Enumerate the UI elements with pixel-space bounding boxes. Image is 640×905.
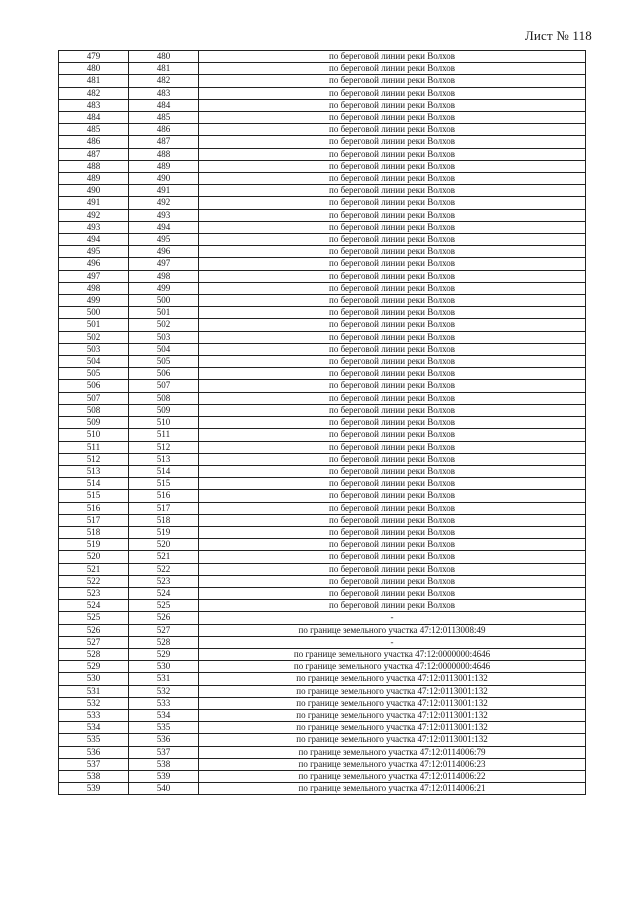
table-row — [59, 661, 586, 673]
point-from-cell: 519 — [59, 539, 129, 551]
description-cell: по береговой линии реки Волхов — [199, 465, 586, 477]
description-cell: по береговой линии реки Волхов — [199, 136, 586, 148]
sheet-number: Лист № 118 — [524, 28, 592, 43]
table-row — [59, 624, 586, 636]
table-row — [59, 673, 586, 685]
description-cell: по береговой линии реки Волхов — [199, 380, 586, 392]
table-row — [59, 502, 586, 514]
point-to-cell: 533 — [129, 697, 199, 709]
description-cell: по береговой линии реки Волхов — [199, 112, 586, 124]
point-from-cell: 520 — [59, 551, 129, 563]
table-row — [59, 185, 586, 197]
description-cell: по береговой линии реки Волхов — [199, 453, 586, 465]
table-row — [59, 514, 586, 526]
table-row — [59, 392, 586, 404]
point-to-cell: 517 — [129, 502, 199, 514]
point-to-cell: 538 — [129, 758, 199, 770]
point-to-cell: 484 — [129, 99, 199, 111]
description-cell: по границе земельного участка 47:12:0114006:79 — [199, 746, 586, 758]
point-to-cell: 489 — [129, 160, 199, 172]
point-to-cell: 493 — [129, 209, 199, 221]
description-cell: по береговой линии реки Волхов — [199, 429, 586, 441]
table-row — [59, 441, 586, 453]
table-row — [59, 709, 586, 721]
description-cell: по береговой линии реки Волхов — [199, 209, 586, 221]
point-to-cell: 532 — [129, 685, 199, 697]
point-to-cell: 508 — [129, 392, 199, 404]
point-from-cell: 506 — [59, 380, 129, 392]
point-from-cell: 531 — [59, 685, 129, 697]
point-to-cell: 497 — [129, 258, 199, 270]
description-cell: по береговой линии реки Волхов — [199, 295, 586, 307]
point-from-cell: 512 — [59, 453, 129, 465]
description-cell: - — [199, 636, 586, 648]
point-from-cell: 482 — [59, 87, 129, 99]
description-cell: по береговой линии реки Волхов — [199, 392, 586, 404]
description-cell: по границе земельного участка 47:12:0113001:132 — [199, 697, 586, 709]
point-to-cell: 510 — [129, 417, 199, 429]
point-from-cell: 496 — [59, 258, 129, 270]
point-to-cell: 503 — [129, 331, 199, 343]
point-to-cell: 492 — [129, 197, 199, 209]
point-from-cell: 525 — [59, 612, 129, 624]
description-cell: по границе земельного участка 47:12:0114006:21 — [199, 783, 586, 795]
description-cell: по границе земельного участка 47:12:0113001:132 — [199, 685, 586, 697]
point-to-cell: 486 — [129, 124, 199, 136]
point-from-cell: 513 — [59, 465, 129, 477]
description-cell: по береговой линии реки Волхов — [199, 221, 586, 233]
point-from-cell: 495 — [59, 246, 129, 258]
table-row — [59, 746, 586, 758]
point-to-cell: 506 — [129, 368, 199, 380]
point-from-cell: 481 — [59, 75, 129, 87]
point-to-cell: 494 — [129, 221, 199, 233]
description-cell: по береговой линии реки Волхов — [199, 356, 586, 368]
point-from-cell: 536 — [59, 746, 129, 758]
point-from-cell: 533 — [59, 709, 129, 721]
point-to-cell: 501 — [129, 307, 199, 319]
table-row — [59, 600, 586, 612]
description-cell: по береговой линии реки Волхов — [199, 502, 586, 514]
description-cell: по береговой линии реки Волхов — [199, 307, 586, 319]
table-row — [59, 295, 586, 307]
description-cell: по береговой линии реки Волхов — [199, 319, 586, 331]
point-to-cell: 520 — [129, 539, 199, 551]
point-from-cell: 480 — [59, 63, 129, 75]
table-row — [59, 368, 586, 380]
description-cell: по границе земельного участка 47:12:0114006:22 — [199, 770, 586, 782]
description-cell: по границе земельного участка 47:12:0113001:132 — [199, 709, 586, 721]
point-from-cell: 497 — [59, 270, 129, 282]
point-from-cell: 490 — [59, 185, 129, 197]
point-to-cell: 529 — [129, 648, 199, 660]
table-row — [59, 99, 586, 111]
point-from-cell: 511 — [59, 441, 129, 453]
description-cell: по береговой линии реки Волхов — [199, 87, 586, 99]
point-to-cell: 487 — [129, 136, 199, 148]
description-cell: по границе земельного участка 47:12:0113001:132 — [199, 734, 586, 746]
description-cell: по береговой линии реки Волхов — [199, 234, 586, 246]
point-to-cell: 481 — [129, 63, 199, 75]
point-from-cell: 503 — [59, 343, 129, 355]
point-from-cell: 505 — [59, 368, 129, 380]
point-from-cell: 514 — [59, 478, 129, 490]
table-row — [59, 685, 586, 697]
description-cell: по береговой линии реки Волхов — [199, 575, 586, 587]
table-row — [59, 148, 586, 160]
point-from-cell: 501 — [59, 319, 129, 331]
table-row — [59, 539, 586, 551]
point-from-cell: 532 — [59, 697, 129, 709]
point-to-cell: 521 — [129, 551, 199, 563]
point-from-cell: 508 — [59, 404, 129, 416]
table-row — [59, 63, 586, 75]
point-from-cell: 538 — [59, 770, 129, 782]
table-row — [59, 75, 586, 87]
table-row — [59, 331, 586, 343]
point-from-cell: 491 — [59, 197, 129, 209]
description-cell: по береговой линии реки Волхов — [199, 404, 586, 416]
description-cell: по береговой линии реки Волхов — [199, 51, 586, 63]
table-row — [59, 722, 586, 734]
description-cell: по береговой линии реки Волхов — [199, 368, 586, 380]
table-row — [59, 124, 586, 136]
table-row — [59, 429, 586, 441]
description-cell: по береговой линии реки Волхов — [199, 246, 586, 258]
description-cell: по границе земельного участка 47:12:0113001:132 — [199, 722, 586, 734]
description-cell: по береговой линии реки Волхов — [199, 417, 586, 429]
description-cell: по береговой линии реки Волхов — [199, 539, 586, 551]
point-to-cell: 498 — [129, 270, 199, 282]
point-to-cell: 523 — [129, 575, 199, 587]
table-row — [59, 356, 586, 368]
point-to-cell: 535 — [129, 722, 199, 734]
point-from-cell: 515 — [59, 490, 129, 502]
point-from-cell: 479 — [59, 51, 129, 63]
description-cell: по береговой линии реки Волхов — [199, 160, 586, 172]
table-row — [59, 490, 586, 502]
point-to-cell: 514 — [129, 465, 199, 477]
point-to-cell: 527 — [129, 624, 199, 636]
point-from-cell: 494 — [59, 234, 129, 246]
table-row — [59, 563, 586, 575]
table-row — [59, 136, 586, 148]
point-from-cell: 523 — [59, 587, 129, 599]
description-cell: по береговой линии реки Волхов — [199, 197, 586, 209]
table-row — [59, 380, 586, 392]
description-cell: по береговой линии реки Волхов — [199, 270, 586, 282]
point-to-cell: 505 — [129, 356, 199, 368]
table-row — [59, 221, 586, 233]
description-cell: по границе земельного участка 47:12:0113001:132 — [199, 673, 586, 685]
table-row — [59, 648, 586, 660]
description-cell: по береговой линии реки Волхов — [199, 441, 586, 453]
point-to-cell: 488 — [129, 148, 199, 160]
description-cell: по береговой линии реки Волхов — [199, 600, 586, 612]
table-row — [59, 282, 586, 294]
table-row — [59, 197, 586, 209]
table-row — [59, 209, 586, 221]
description-cell: по береговой линии реки Волхов — [199, 331, 586, 343]
description-cell: по береговой линии реки Волхов — [199, 526, 586, 538]
point-to-cell: 502 — [129, 319, 199, 331]
point-to-cell: 530 — [129, 661, 199, 673]
point-to-cell: 519 — [129, 526, 199, 538]
description-cell: по береговой линии реки Волхов — [199, 282, 586, 294]
point-from-cell: 521 — [59, 563, 129, 575]
table-row — [59, 575, 586, 587]
table-row — [59, 758, 586, 770]
point-from-cell: 510 — [59, 429, 129, 441]
point-to-cell: 539 — [129, 770, 199, 782]
description-cell: по береговой линии реки Волхов — [199, 75, 586, 87]
point-to-cell: 540 — [129, 783, 199, 795]
point-to-cell: 485 — [129, 112, 199, 124]
point-to-cell: 537 — [129, 746, 199, 758]
point-to-cell: 482 — [129, 75, 199, 87]
description-cell: по береговой линии реки Волхов — [199, 173, 586, 185]
table-row — [59, 734, 586, 746]
description-cell: по береговой линии реки Волхов — [199, 490, 586, 502]
point-to-cell: 513 — [129, 453, 199, 465]
point-to-cell: 534 — [129, 709, 199, 721]
description-cell: по границе земельного участка 47:12:0000000:4646 — [199, 661, 586, 673]
point-to-cell: 516 — [129, 490, 199, 502]
point-to-cell: 507 — [129, 380, 199, 392]
point-from-cell: 527 — [59, 636, 129, 648]
description-cell: по береговой линии реки Волхов — [199, 587, 586, 599]
table-row — [59, 526, 586, 538]
description-cell: по береговой линии реки Волхов — [199, 124, 586, 136]
point-to-cell: 480 — [129, 51, 199, 63]
point-from-cell: 484 — [59, 112, 129, 124]
point-to-cell: 509 — [129, 404, 199, 416]
point-from-cell: 539 — [59, 783, 129, 795]
description-cell: по границе земельного участка 47:12:0114006:23 — [199, 758, 586, 770]
point-to-cell: 490 — [129, 173, 199, 185]
point-to-cell: 496 — [129, 246, 199, 258]
table-row — [59, 697, 586, 709]
point-to-cell: 495 — [129, 234, 199, 246]
point-to-cell: 515 — [129, 478, 199, 490]
table-row — [59, 160, 586, 172]
point-to-cell: 511 — [129, 429, 199, 441]
point-from-cell: 504 — [59, 356, 129, 368]
point-from-cell: 483 — [59, 99, 129, 111]
table-row — [59, 319, 586, 331]
table-row — [59, 612, 586, 624]
description-cell: по береговой линии реки Волхов — [199, 514, 586, 526]
point-from-cell: 493 — [59, 221, 129, 233]
description-cell: по береговой линии реки Волхов — [199, 185, 586, 197]
description-cell: по береговой линии реки Волхов — [199, 478, 586, 490]
point-from-cell: 500 — [59, 307, 129, 319]
point-to-cell: 491 — [129, 185, 199, 197]
point-from-cell: 488 — [59, 160, 129, 172]
point-to-cell: 483 — [129, 87, 199, 99]
point-from-cell: 529 — [59, 661, 129, 673]
point-from-cell: 502 — [59, 331, 129, 343]
point-to-cell: 536 — [129, 734, 199, 746]
description-cell: - — [199, 612, 586, 624]
point-from-cell: 498 — [59, 282, 129, 294]
table-row — [59, 307, 586, 319]
point-from-cell: 486 — [59, 136, 129, 148]
table-row — [59, 783, 586, 795]
table-row — [59, 404, 586, 416]
point-to-cell: 528 — [129, 636, 199, 648]
point-to-cell: 499 — [129, 282, 199, 294]
point-from-cell: 507 — [59, 392, 129, 404]
point-from-cell: 489 — [59, 173, 129, 185]
table-row — [59, 453, 586, 465]
point-to-cell: 526 — [129, 612, 199, 624]
description-cell: по береговой линии реки Волхов — [199, 563, 586, 575]
table-row — [59, 478, 586, 490]
table-row — [59, 587, 586, 599]
point-from-cell: 522 — [59, 575, 129, 587]
description-cell: по береговой линии реки Волхов — [199, 148, 586, 160]
point-to-cell: 504 — [129, 343, 199, 355]
table-row — [59, 551, 586, 563]
table-row — [59, 234, 586, 246]
description-cell: по границе земельного участка 47:12:0000000:4646 — [199, 648, 586, 660]
point-from-cell: 524 — [59, 600, 129, 612]
table-row — [59, 343, 586, 355]
table-row — [59, 173, 586, 185]
table-row — [59, 258, 586, 270]
table-row — [59, 51, 586, 63]
table-row — [59, 87, 586, 99]
table-row — [59, 636, 586, 648]
description-cell: по береговой линии реки Волхов — [199, 258, 586, 270]
point-to-cell: 524 — [129, 587, 199, 599]
point-from-cell: 537 — [59, 758, 129, 770]
point-from-cell: 516 — [59, 502, 129, 514]
point-from-cell: 530 — [59, 673, 129, 685]
point-from-cell: 487 — [59, 148, 129, 160]
point-from-cell: 485 — [59, 124, 129, 136]
table-row — [59, 112, 586, 124]
description-cell: по береговой линии реки Волхов — [199, 99, 586, 111]
table-row — [59, 465, 586, 477]
description-cell: по береговой линии реки Волхов — [199, 63, 586, 75]
point-to-cell: 531 — [129, 673, 199, 685]
point-to-cell: 525 — [129, 600, 199, 612]
description-cell: по береговой линии реки Волхов — [199, 551, 586, 563]
point-to-cell: 522 — [129, 563, 199, 575]
point-from-cell: 492 — [59, 209, 129, 221]
description-cell: по границе земельного участка 47:12:0113008:49 — [199, 624, 586, 636]
table-row — [59, 417, 586, 429]
point-from-cell: 518 — [59, 526, 129, 538]
point-from-cell: 526 — [59, 624, 129, 636]
description-cell: по береговой линии реки Волхов — [199, 343, 586, 355]
boundary-table — [58, 50, 586, 795]
point-from-cell: 528 — [59, 648, 129, 660]
table-row — [59, 246, 586, 258]
point-from-cell: 509 — [59, 417, 129, 429]
point-from-cell: 499 — [59, 295, 129, 307]
point-to-cell: 512 — [129, 441, 199, 453]
point-to-cell: 518 — [129, 514, 199, 526]
table-row — [59, 770, 586, 782]
point-from-cell: 535 — [59, 734, 129, 746]
point-to-cell: 500 — [129, 295, 199, 307]
point-from-cell: 517 — [59, 514, 129, 526]
table-row — [59, 270, 586, 282]
table-body — [59, 51, 586, 795]
point-from-cell: 534 — [59, 722, 129, 734]
